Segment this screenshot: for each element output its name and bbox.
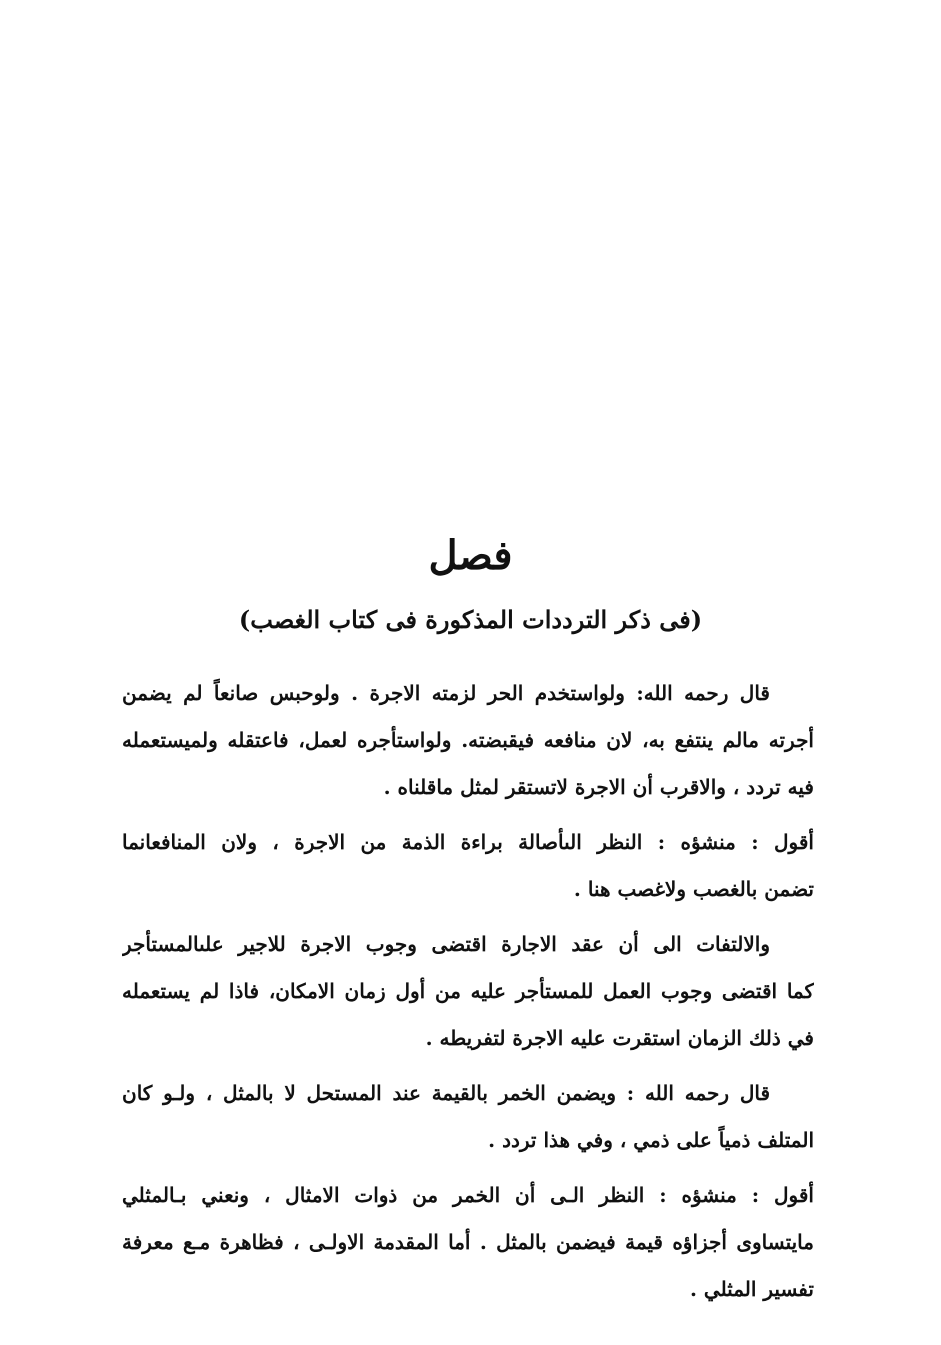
text-line: تضمن بالغصب ولاغصب هنا . <box>573 877 814 901</box>
text-line: مايتساوى أجزاؤه قيمة فيضمن بالمثل . أما المقدمة الاولـى ، فظاهرة مـع معرفة <box>122 1230 814 1254</box>
section-title: فصل <box>428 532 513 579</box>
paragraph <box>122 670 814 811</box>
text-line: المتلف ذمياً على ذمي ، وفي هذا تردد . <box>488 1128 814 1152</box>
text-line: قال رحمه الله : ويضمن الخمر بالقيمة عند المستحل لا بالمثل ، ولـو كان <box>122 1081 770 1105</box>
text-line: أقول : منشؤه : النظر الىأصالة براءة الذمة من الاجرة ، ولان المنافعانما <box>122 830 814 854</box>
text-line: تفسير المثلي . <box>689 1277 814 1301</box>
paragraph <box>122 1172 814 1313</box>
text-body <box>122 670 814 1321</box>
paragraph <box>122 819 814 913</box>
text-line: أقول : منشؤه : النظر الـى أن الخمر من ذوات الامثال ، ونعني بـالمثلي <box>122 1183 814 1207</box>
text-line: فيه تردد ، والاقرب أن الاجرة لاتستقر لمثل ماقلناه . <box>383 775 814 799</box>
text-line: في ذلك الزمان استقرت عليه الاجرة لتفريطه . <box>425 1026 814 1050</box>
text-line: قال رحمه الله: ولواستخدم الحر لزمته الاجرة . ولوحبس صانعاً لم يضمن <box>122 681 770 705</box>
paragraph <box>122 921 814 1062</box>
text-line: كما اقتضى وجوب العمل للمستأجر عليه من أول زمان الامكان، فاذا لم يستعمله <box>122 979 814 1003</box>
paragraph <box>122 1070 814 1164</box>
text-line: أجرته مالم ينتفع به، لان منافعه فيقبضته. ولواستأجره لعمل، فاعتقله ولميستعمله <box>122 728 814 752</box>
section-subtitle: (فى ذكر الترددات المذكورة فى كتاب الغصب) <box>238 605 703 634</box>
text-line: والالتفات الى أن عقد الاجارة اقتضى وجوب الاجرة للاجير علىالمستأجر <box>122 932 770 956</box>
